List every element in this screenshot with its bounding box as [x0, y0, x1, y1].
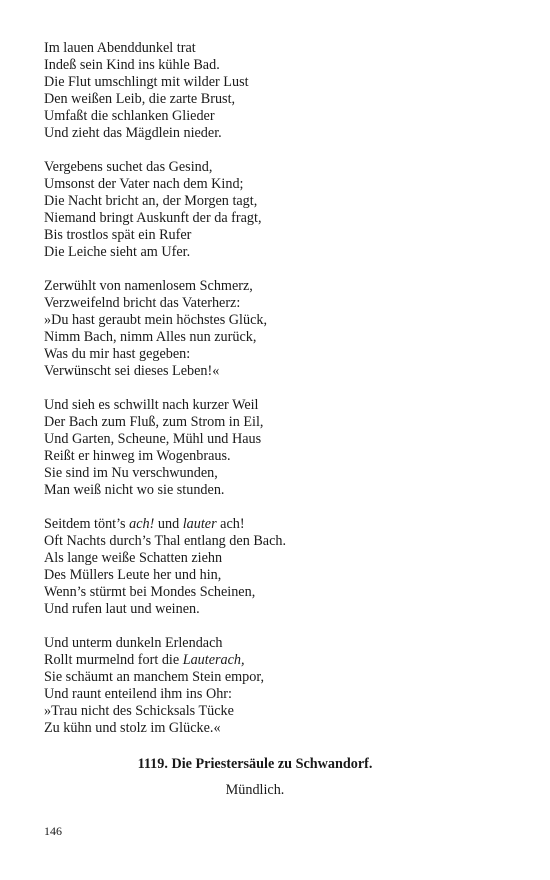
poem-line: Die Leiche sieht am Ufer.	[44, 244, 191, 260]
poem-line: Und zieht das Mägdlein nieder.	[44, 125, 222, 141]
poem-line: Verwünscht sei dieses Leben!«	[44, 363, 220, 379]
text-segment: ach!	[216, 516, 245, 532]
poem-line: Zu kühn und stolz im Glücke.«	[44, 720, 221, 736]
poem-line: Die Flut umschlingt mit wilder Lust	[44, 74, 249, 90]
stanza	[44, 40, 514, 142]
poem-line: Und unterm dunkeln Erlendach	[44, 635, 223, 651]
text-segment: Rollt murmelnd fort die	[44, 652, 183, 668]
poem-line: Was du mir hast gegeben:	[44, 346, 191, 362]
poem-line	[44, 652, 514, 669]
poem-line: Sie schäumt an manchem Stein empor,	[44, 669, 265, 685]
poem-line: Zerwühlt von namenlosem Schmerz,	[44, 278, 253, 294]
poem-line: »Trau nicht des Schicksals Tücke	[44, 703, 234, 719]
poem-line: Man weiß nicht wo sie stunden.	[44, 482, 225, 498]
poem	[44, 40, 514, 754]
text-segment: Seitdem tönt’s	[44, 516, 130, 532]
italic-text: ach!	[129, 516, 155, 532]
poem-line: Oft Nachts durch’s Thal entlang den Bach.	[44, 533, 287, 549]
poem-line: Der Bach zum Fluß, zum Strom in Eil,	[44, 414, 264, 430]
section-source: Mündlich.	[225, 782, 285, 798]
poem-line: Und raunt enteilend ihm ins Ohr:	[44, 686, 232, 702]
poem-line: Verzweifelnd bricht das Vaterherz:	[44, 295, 241, 311]
poem-line: Indeß sein Kind ins kühle Bad.	[44, 57, 220, 73]
poem-line: Und rufen laut und weinen.	[44, 601, 200, 617]
poem-line: Umsonst der Vater nach dem Kind;	[44, 176, 244, 192]
poem-line: Die Nacht bricht an, der Morgen tagt,	[44, 193, 258, 209]
stanza	[44, 516, 514, 618]
poem-line: Umfaßt die schlanken Glieder	[44, 108, 215, 124]
poem-line: Des Müllers Leute her und hin,	[44, 567, 222, 583]
poem-line: Sie sind im Nu verschwunden,	[44, 465, 218, 481]
page-number: 146	[44, 824, 62, 838]
text-segment: und	[154, 516, 183, 532]
poem-line: Als lange weiße Schatten ziehn	[44, 550, 223, 566]
poem-line: Reißt er hinweg im Wogenbraus.	[44, 448, 231, 464]
poem-line: Niemand bringt Auskunft der da fragt,	[44, 210, 262, 226]
poem-line	[44, 516, 514, 533]
stanza	[44, 397, 514, 499]
italic-text: Lauterach,	[182, 652, 245, 668]
poem-line: Und Garten, Scheune, Mühl und Haus	[44, 431, 262, 447]
section-heading: 1119. Die Priestersäule zu Schwandorf.	[137, 756, 373, 772]
poem-line: Bis trostlos spät ein Rufer	[44, 227, 192, 243]
poem-line: Und sieh es schwillt nach kurzer Weil	[44, 397, 259, 413]
poem-line: Nimm Bach, nimm Alles nun zurück,	[44, 329, 257, 345]
poem-line: Im lauen Abenddunkel trat	[44, 40, 196, 56]
poem-line: Den weißen Leib, die zarte Brust,	[44, 91, 236, 107]
stanza	[44, 159, 514, 261]
poem-line: Wenn’s stürmt bei Mondes Scheinen,	[44, 584, 256, 600]
stanza	[44, 278, 514, 380]
poem-line: Vergebens suchet das Gesind,	[44, 159, 213, 175]
stanza	[44, 635, 514, 737]
poem-line: »Du hast geraubt mein höchstes Glück,	[44, 312, 268, 328]
italic-text: lauter	[182, 516, 217, 532]
